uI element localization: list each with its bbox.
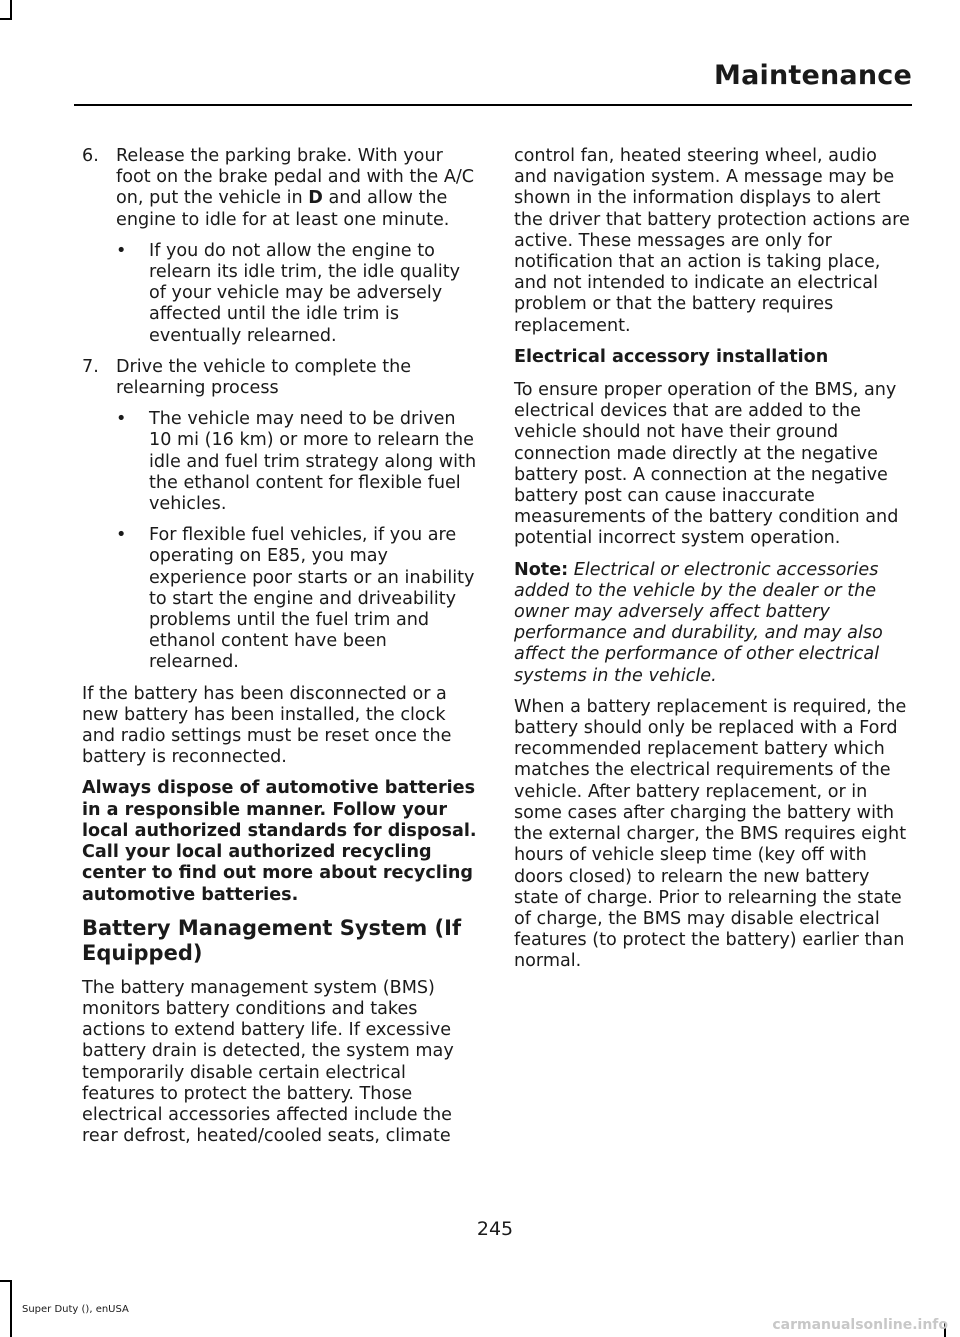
step-text-part: and allow the engine to idle for at least one minute.: [116, 188, 450, 230]
subheading-accessory-installation: Electrical accessory installation: [514, 346, 829, 367]
step-7: [82, 357, 478, 674]
step-text: [116, 146, 478, 231]
bms-paragraph-continued: control fan, heated steering wheel, audio and navigation system. A message may be shown in the information displays to alert the driver that battery protection actions are active. These messages are only for notification that an action is taking place, and not intended to indicate an electrical problem or that the battery requires replacement.: [514, 146, 910, 336]
bullet-symbol: •: [116, 525, 127, 546]
header-divider: [74, 104, 912, 106]
footer-text: Super Duty (), enUSA: [22, 1304, 129, 1315]
note-label: Note:: [514, 559, 569, 580]
crop-mark-top-left-horizontal: [0, 18, 12, 20]
step-number: 6.: [82, 146, 99, 166]
crop-mark-bottom-left-horizontal: [0, 1280, 12, 1282]
bullet-symbol: •: [116, 409, 127, 430]
right-column: [514, 146, 910, 983]
bullet-symbol: •: [116, 240, 127, 261]
bms-paragraph: The battery management system (BMS) monitors battery conditions and takes actions to extend battery life. If excessive battery drain is detected, the system may temporarily disable certain electrical features to protect the battery. Those electrical accessories affected include the rear defrost, heated/cooled seats, climate: [82, 977, 454, 1147]
battery-reset-paragraph: If the battery has been disconnected or a new battery has been installed, the clock and radio settings must be reset once the battery is reconnected.: [82, 683, 452, 768]
bullet-item: [116, 409, 478, 515]
step-text: Drive the vehicle to complete the relearning process: [116, 356, 412, 399]
step-number: 7.: [82, 356, 99, 377]
accessory-paragraph: To ensure proper operation of the BMS, any electrical devices that are added to the vehicle should not have their ground connection made directly at the negative battery post. A connection at the negative battery post can cause inaccurate measurements of the battery condition and potential incorrect system operation.: [514, 380, 899, 549]
bullet-text: For flexible fuel vehicles, if you are operating on E85, you may experience poor starts or an inability to start the engine and driveability problems until the fuel trim and ethanol content have been relearned.: [149, 525, 475, 673]
watermark: carmanualsonline.info: [772, 1317, 948, 1333]
gear-letter: D: [308, 188, 323, 209]
battery-replacement-paragraph: When a battery replacement is required, the battery should only be replaced with a Ford recommended replacement battery which matches the electrical requirements of the vehicle. After battery replacement, or in some cases after charging the battery with the external charger, the BMS requires eight hours of vehicle sleep time (key off with doors closed) to relearn the new battery state of charge. Prior to relearning the state of charge, the BMS may disable electrical features (to protect the battery) earlier than normal.: [514, 696, 907, 972]
crop-mark-bottom-left-vertical: [10, 1280, 12, 1337]
note-text: Electrical or electronic accessories added to the vehicle by the dealer or the owner may adversely affect battery performance and durability, and may also affect the performance of other electrical systems in the vehicle.: [514, 559, 883, 686]
section-heading-bms: Battery Management System (If Equipped): [82, 915, 462, 965]
step-text-part: Release the parking brake. With your foot on the brake pedal and with the A/C on, put the vehicle in: [116, 146, 475, 209]
bullet-text: The vehicle may need to be driven 10 mi (16 km) or more to relearn the idle and fuel trim strategy along with the ethanol content for flexible fuel vehicles.: [149, 409, 477, 515]
page-number: 245: [476, 1218, 514, 1240]
bullet-item: [116, 525, 478, 673]
page-header-title: Maintenance: [714, 60, 912, 91]
crop-mark-top-left-vertical: [10, 0, 12, 18]
step-6: [82, 146, 478, 347]
bullet-text: If you do not allow the engine to relearn its idle trim, the idle quality of your vehicle may be adversely affected until the idle trim is eventually relearned.: [149, 240, 461, 346]
bullet-item: [116, 241, 478, 347]
note-paragraph: [514, 560, 910, 687]
left-column: [82, 146, 478, 1157]
battery-disposal-warning: Always dispose of automotive batteries in a responsible manner. Follow your local authorized standards for disposal. Call your local authorized recycling center to find out more about recycling automotive batteries.: [82, 778, 477, 905]
